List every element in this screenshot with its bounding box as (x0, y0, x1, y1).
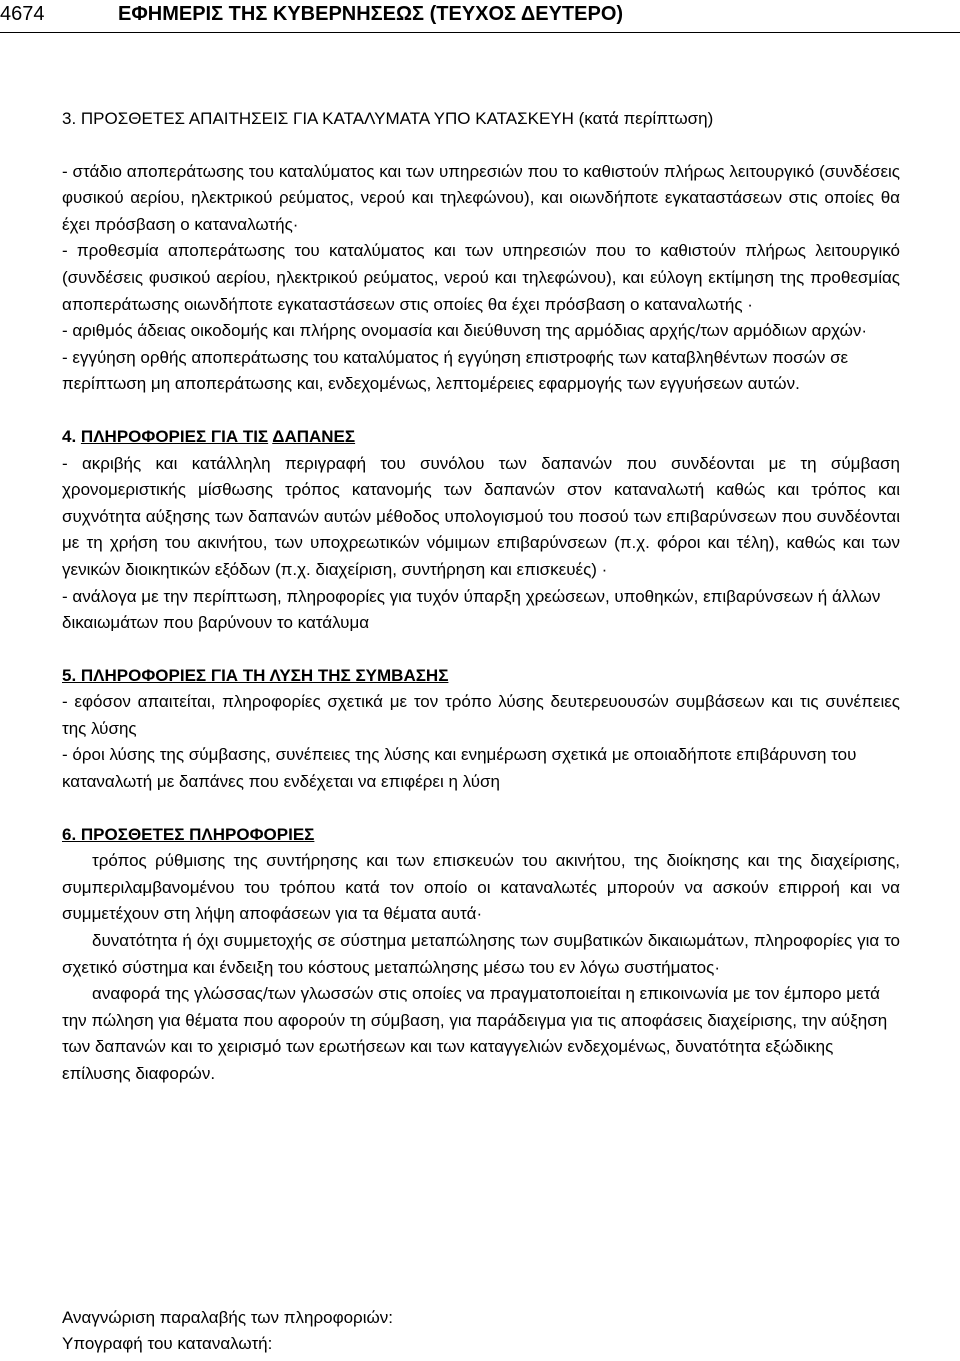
section-6-item: τρόπος ρύθμισης της συντήρησης και των επισκευών του ακινήτου, της διοίκησης και της διαχείρισης, συμπεριλαμβανομένου του τρόπου κατά τον οποίο οι καταναλωτές μπορούν να ασκούν επιρροή και να συμμετέχουν στη λήψη αποφάσεων για τα θέματα αυτά· (62, 851, 900, 924)
document-body (62, 106, 900, 1088)
consumer-signature-line: Υπογραφή του καταναλωτή: (62, 1334, 273, 1353)
section-5-title: 5. ΠΛΗΡΟΦΟΡΙΕΣ ΓΙΑ ΤΗ ΛΥΣΗ ΤΗΣ ΣΥΜΒΑΣΗΣ (62, 665, 449, 685)
gazette-header (0, 2, 960, 28)
gazette-title: ΕΦΗΜΕΡΙΣ ΤΗΣ ΚΥΒΕΡΝΗΣΕΩΣ (ΤΕΥΧΟΣ ΔΕΥΤΕΡΟ) (118, 3, 624, 25)
section-3-title: 3. ΠΡΟΣΘΕΤΕΣ ΑΠΑΙΤΗΣΕΙΣ ΓΙΑ ΚΑΤΑΛΥΜΑΤΑ ΥΠΟ ΚΑΤΑΣΚΕΥΗ (κατά περίπτωση) (62, 109, 714, 128)
section-4-item: - ανάλογα με την περίπτωση, πληροφορίες για τυχόν ύπαρξη χρεώσεων, υποθηκών, επιβαρύνσεων ή άλλων δικαιωμάτων που βαρύνουν το κατάλυμα (62, 586, 881, 633)
document-footer (62, 1305, 393, 1357)
section-3-item: - εγγύηση ορθής αποπεράτωσης του καταλύματος ή εγγύηση επιστροφής των καταβληθέντων ποσών σε περίπτωση μη αποπεράτωσης και, ενδεχομένως, λεπτομέρειες εφαρμογής των εγγυήσεων αυτών. (62, 347, 849, 394)
section-5-item: - εφόσον απαιτείται, πληροφορίες σχετικά με τον τρόπο λύσης δευτερευουσών συμβάσεων και τις συνέπειες της λύσης (62, 692, 900, 738)
section-3-item: - προθεσμία αποπεράτωσης του καταλύματος και των υπηρεσιών που το καθιστούν πλήρως λειτουργικό (συνδέσεις φυσικού αερίου, ηλεκτρικού ρεύματος, νερού και τηλεφώνου), και εύλογη εκτίμηση της προθεσμίας αποπεράτωσης οιωνδήποτε εγκαταστάσεων στις οποίες θα έχει πρόσβαση ο καταναλωτής · (62, 241, 900, 314)
section-6-item: δυνατότητα ή όχι συμμετοχής σε σύστημα μεταπώλησης των συμβατικών δικαιωμάτων, πληροφορίες για το σχετικό σύστημα και ένδειξη του κόστους μεταπώλησης μέσω του εν λόγω συστήματος· (62, 931, 900, 977)
section-6-title: 6. ΠΡΟΣΘΕΤΕΣ ΠΛΗΡΟΦΟΡΙΕΣ (62, 824, 315, 844)
spacer (62, 796, 900, 822)
page-number: 4674 (0, 3, 45, 25)
spacer (62, 398, 900, 424)
receipt-acknowledgement-line: Αναγνώριση παραλαβής των πληροφοριών: (62, 1308, 393, 1327)
section-5-item: - όροι λύσης της σύμβασης, συνέπειες της λύσης και ενημέρωση σχετικά με οποιαδήποτε επιβάρυνση του καταναλωτή με δαπάνες που ενδέχεται να επιφέρει η λύση (62, 745, 857, 792)
section-6-item: αναφορά της γλώσσας/των γλωσσών στις οποίες να πραγματοποιείται η επικοινωνία με τον έμπορο μετά την πώληση για θέματα που αφορούν τη σύμβαση, για παράδειγμα για τις αποφάσεις διαχείρισης, την αύξηση των δαπανών και το χειρισμό των ερωτήσεων και των καταγγελιών ενδεχομένως, δυνατότητα εξώδικης επίλυσης διαφορών. (62, 984, 888, 1083)
section-3-item: - στάδιο αποπεράτωσης του καταλύματος και των υπηρεσιών που το καθιστούν πλήρως λειτουργικό (συνδέσεις φυσικού αερίου, ηλεκτρικού ρεύματος, νερού και τηλεφώνου), και οιωνδήποτε εγκαταστάσεων στις οποίες θα έχει πρόσβαση ο καταναλωτής· (62, 161, 900, 234)
spacer (62, 637, 900, 663)
section-4-item: - ακριβής και κατάλληλη περιγραφή του συνόλου των δαπανών που συνδέονται με τη σύμβαση χρονομεριστικής μίσθωσης τρόπος κατανομής των δαπανών στον καταναλωτή καθώς και τρόπος και συχνότητα αύξησης των δαπανών αυτών μέθοδος υπολογισμού του ποσού των επιβαρύνσεων που συνδέονται με τη χρήση του ακινήτου, των υποχρεωτικών νόμιμων επιβαρύνσεων (π.χ. φόροι και τέλη), καθώς και των γενικών διοικητικών εξόδων (π.χ. διαχείριση, συντήρηση και επισκευές) · (62, 453, 900, 579)
section-3-item: - αριθμός άδειας οικοδομής και πλήρης ονομασία και διεύθυνση της αρμόδιας αρχής/των αρμόδιων αρχών· (62, 321, 868, 341)
header-divider (0, 32, 960, 33)
section-4-title: 4. ΠΛΗΡΟΦΟΡΙΕΣ ΓΙΑ ΤΙΣ ΔΑΠΑΝΕΣ (62, 426, 356, 446)
